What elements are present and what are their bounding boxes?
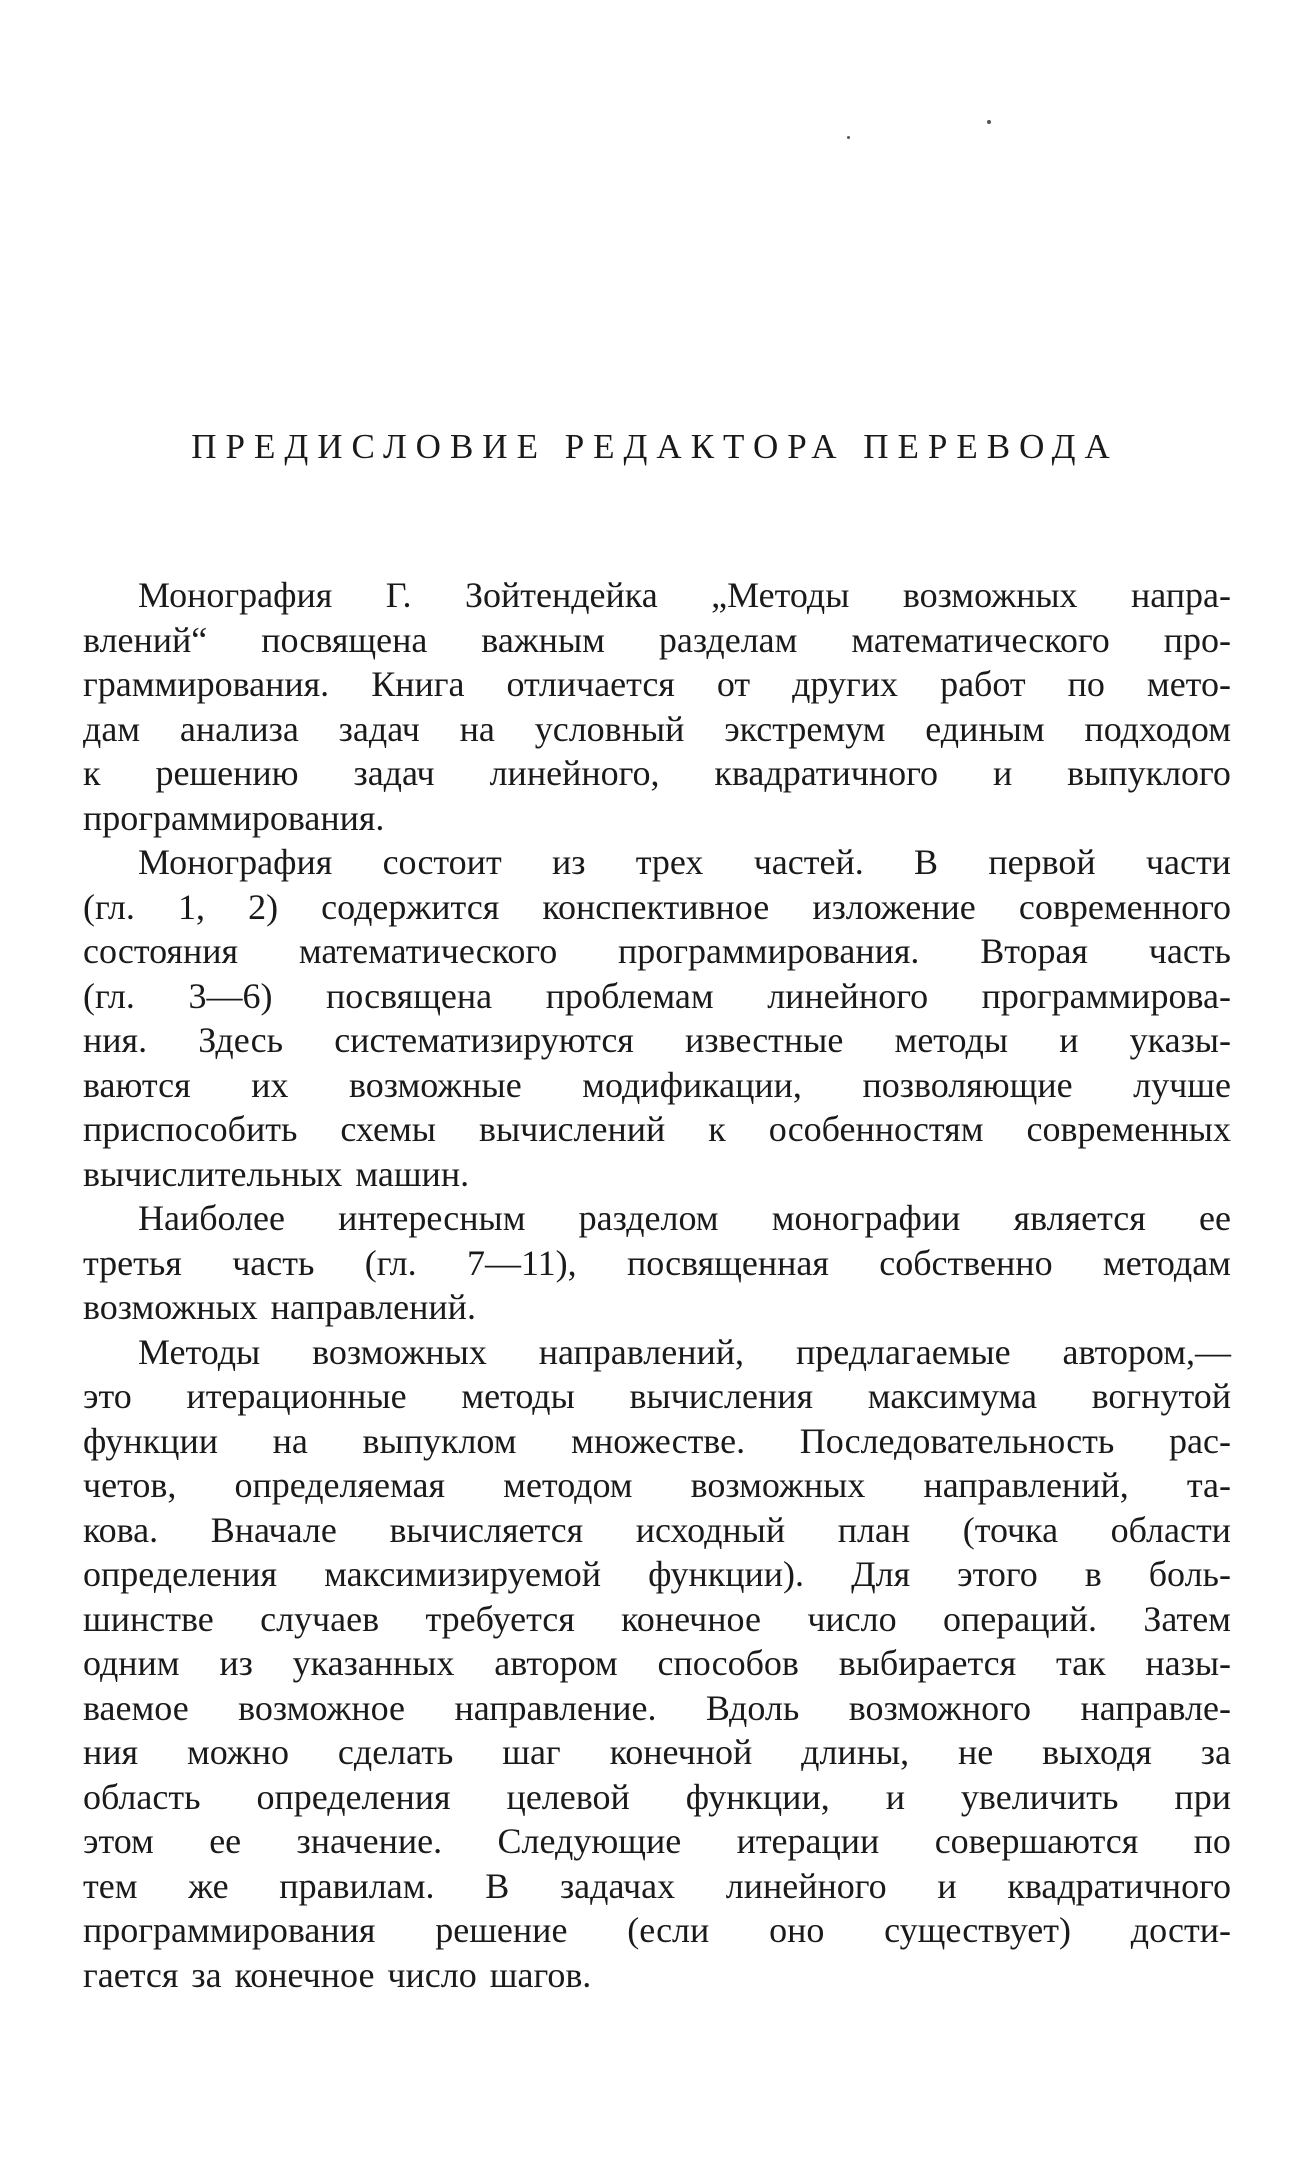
text-line: одним из указанных автором способов выбирается так назы- [83, 1643, 1231, 1683]
text-line: четов, определяемая методом возможных направлений, та- [83, 1465, 1231, 1505]
text-line: Методы возможных направлений, предлагаемые автором,— [138, 1331, 1231, 1372]
paragraph [83, 1196, 1231, 1330]
scan-speck [987, 120, 991, 124]
page-title: ПРЕДИСЛОВИЕ РЕДАКТОРА ПЕРЕВОДА [191, 427, 1119, 466]
text-line: ваются их возможные модификации, позволяющие лучше [83, 1064, 1231, 1105]
text-line: ния можно сделать шаг конечной длины, не выходя за [83, 1732, 1231, 1772]
text-line: шинстве случаев требуется конечное число операций. Затем [83, 1598, 1231, 1639]
text-line: Монография Г. Зойтендейка „Методы возможных напра- [138, 575, 1231, 615]
text-line: (гл. 1, 2) содержится конспективное изложение современного [83, 886, 1231, 927]
text-line: это итерационные методы вычисления максимума вогнутой [83, 1376, 1231, 1416]
text-line: программирования решение (если оно существует) дости- [83, 1910, 1231, 1950]
text-line: возможных направлений. [83, 1287, 476, 1327]
text-line: этом ее значение. Следующие итерации совершаются по [83, 1821, 1231, 1861]
text-line: функции на выпуклом множестве. Последовательность рас- [83, 1420, 1231, 1461]
scan-speck [847, 136, 850, 139]
paragraph [83, 840, 1231, 1196]
text-line: ния. Здесь систематизируются известные методы и указы- [83, 1020, 1231, 1060]
text-line: граммирования. Книга отличается от других работ по мето- [83, 664, 1231, 704]
text-line: кова. Вначале вычисляется исходный план (точка области [83, 1509, 1231, 1550]
text-line: определения максимизируемой функции). Для этого в боль- [83, 1554, 1231, 1594]
text-line: гается за конечное число шагов. [83, 1954, 592, 1995]
text-line: ваемое возможное направление. Вдоль возможного направле- [83, 1687, 1231, 1728]
text-line: область определения целевой функции, и увеличить при [83, 1776, 1231, 1817]
text-line: вычислительных машин. [83, 1153, 470, 1194]
text-line: приспособить схемы вычислений к особенностям современных [83, 1109, 1231, 1149]
text-line: (гл. 3—6) посвящена проблемам линейного программирова- [83, 975, 1231, 1016]
text-line: программирования. [83, 797, 385, 838]
paragraph [83, 573, 1231, 840]
paragraph [83, 1330, 1231, 1998]
text-line: дам анализа задач на условный экстремум единым подходом [83, 708, 1231, 749]
text-line: третья часть (гл. 7—11), посвященная собственно методам [83, 1242, 1231, 1283]
text-line: влений“ посвящена важным разделам математического про- [83, 619, 1231, 660]
text-line: к решению задач линейного, квадратичного и выпуклого [83, 753, 1231, 793]
text-line: Монография состоит из трех частей. В первой части [138, 842, 1231, 882]
text-line: Наиболее интересным разделом монографии является ее [138, 1198, 1231, 1238]
body-text [83, 573, 1231, 1997]
text-line: состояния математического программирования. Вторая часть [83, 931, 1231, 971]
text-line: тем же правилам. В задачах линейного и квадратичного [83, 1865, 1231, 1906]
